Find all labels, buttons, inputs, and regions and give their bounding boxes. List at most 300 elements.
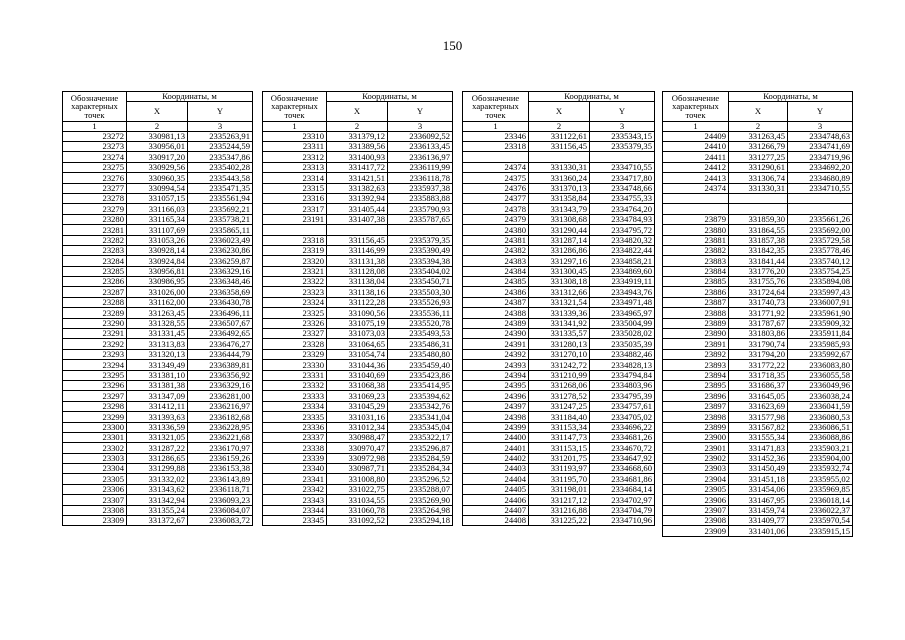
point-id-cell: 23282 xyxy=(63,235,127,245)
point-id-cell: 23325 xyxy=(263,308,327,318)
y-coordinate-cell: 2335915,15 xyxy=(788,526,853,536)
y-coordinate-cell: 2336329,16 xyxy=(188,380,253,390)
y-coordinate-cell: 2335778,46 xyxy=(788,245,853,255)
point-id-cell: 24395 xyxy=(463,380,529,390)
x-coordinate-cell: 331771,92 xyxy=(729,308,788,318)
table-row xyxy=(663,339,853,349)
table-row xyxy=(663,193,853,203)
y-coordinate-cell: 2335296,52 xyxy=(388,474,453,484)
point-id-cell: 23310 xyxy=(263,131,327,141)
point-id-cell: 23903 xyxy=(663,464,729,474)
x-coordinate-cell: 331165,34 xyxy=(127,214,188,224)
x-coordinate-cell: 331040,69 xyxy=(327,370,388,380)
x-coordinate-cell: 331287,22 xyxy=(127,443,188,453)
point-id-cell: 24404 xyxy=(463,474,529,484)
point-id-cell: 23315 xyxy=(263,183,327,193)
y-coordinate-cell: 2336348,46 xyxy=(188,277,253,287)
header-col-1: 1 xyxy=(63,122,127,132)
y-coordinate-cell: 2334684,14 xyxy=(590,484,655,494)
x-coordinate-cell: 331268,06 xyxy=(529,380,590,390)
table-row xyxy=(663,245,853,255)
x-coordinate-cell: 331772,22 xyxy=(729,360,788,370)
point-id-cell xyxy=(463,152,529,162)
x-coordinate-cell: 331193,97 xyxy=(529,464,590,474)
table-row xyxy=(263,484,453,494)
point-id-cell: 23889 xyxy=(663,318,729,328)
point-id-cell: 23902 xyxy=(663,453,729,463)
table-header xyxy=(663,92,853,132)
y-coordinate-cell: 2335288,07 xyxy=(388,484,453,494)
table-row xyxy=(263,193,453,203)
y-coordinate-cell: 2334795,39 xyxy=(590,391,655,401)
point-id-cell: 23275 xyxy=(63,162,127,172)
x-coordinate-cell: 331452,36 xyxy=(729,453,788,463)
table-row xyxy=(263,245,453,255)
x-coordinate-cell: 331379,12 xyxy=(327,131,388,141)
table-row xyxy=(463,225,655,235)
point-id-cell: 24387 xyxy=(463,297,529,307)
table-row xyxy=(663,453,853,463)
y-coordinate-cell: 2335787,65 xyxy=(388,214,453,224)
x-coordinate-cell: 331069,23 xyxy=(327,391,388,401)
y-coordinate-cell: 2334748,63 xyxy=(788,131,853,141)
x-coordinate-cell: 331864,55 xyxy=(729,225,788,235)
point-id-cell: 23893 xyxy=(663,360,729,370)
y-coordinate-cell: 2335379,35 xyxy=(388,235,453,245)
x-coordinate-cell: 330960,35 xyxy=(127,173,188,183)
x-coordinate-cell: 331022,75 xyxy=(327,484,388,494)
table-row xyxy=(263,162,453,172)
x-coordinate-cell: 331210,99 xyxy=(529,370,590,380)
point-id-cell: 23283 xyxy=(63,245,127,255)
coordinates-tables xyxy=(0,91,905,581)
x-coordinate-cell: 331216,88 xyxy=(529,505,590,515)
point-id-cell: 24382 xyxy=(463,245,529,255)
y-coordinate-cell: 2336170,97 xyxy=(188,443,253,453)
table-row xyxy=(663,287,853,297)
point-id-cell: 23332 xyxy=(263,380,327,390)
table-row xyxy=(263,453,453,463)
table-row xyxy=(63,214,253,224)
y-coordinate-cell: 2335692,00 xyxy=(788,225,853,235)
y-coordinate-cell: 2335423,86 xyxy=(388,370,453,380)
x-coordinate-cell: 331381,38 xyxy=(127,380,188,390)
x-coordinate-cell: 331044,36 xyxy=(327,360,388,370)
point-id-cell: 23320 xyxy=(263,256,327,266)
y-coordinate-cell: 2334748,66 xyxy=(590,183,655,193)
table-row xyxy=(263,339,453,349)
x-coordinate-cell: 331320,13 xyxy=(127,349,188,359)
point-id-cell: 23896 xyxy=(663,391,729,401)
y-coordinate-cell: 2336007,91 xyxy=(788,297,853,307)
point-id-cell: 23344 xyxy=(263,505,327,515)
x-coordinate-cell: 331092,52 xyxy=(327,516,388,526)
x-coordinate-cell: 331153,15 xyxy=(529,443,590,453)
table-row xyxy=(663,370,853,380)
y-coordinate-cell: 2335894,08 xyxy=(788,277,853,287)
y-coordinate-cell: 2334717,80 xyxy=(590,173,655,183)
point-id-cell: 23286 xyxy=(63,277,127,287)
point-id-cell: 23302 xyxy=(63,443,127,453)
header-point-label: Обозначение характерных точек xyxy=(263,92,327,122)
table-row xyxy=(663,308,853,318)
x-coordinate-cell: 331842,35 xyxy=(729,245,788,255)
table-row xyxy=(463,204,655,214)
header-col-2: 2 xyxy=(729,122,788,132)
point-id-cell: 23294 xyxy=(63,360,127,370)
point-id-cell: 23887 xyxy=(663,297,729,307)
x-coordinate-cell: 331299,88 xyxy=(127,464,188,474)
x-coordinate-cell: 331740,73 xyxy=(729,297,788,307)
table-row xyxy=(663,225,853,235)
y-coordinate-cell: 2335985,93 xyxy=(788,339,853,349)
x-coordinate-cell: 331054,74 xyxy=(327,349,388,359)
y-coordinate-cell: 2334670,72 xyxy=(590,443,655,453)
coordinate-table-2 xyxy=(262,91,453,526)
x-coordinate-cell: 331286,86 xyxy=(529,245,590,255)
point-id-cell: 24409 xyxy=(663,131,729,141)
table-row xyxy=(463,432,655,442)
y-coordinate-cell: 2335729,58 xyxy=(788,235,853,245)
x-coordinate-cell: 331343,79 xyxy=(529,204,590,214)
y-coordinate-cell: 2334869,60 xyxy=(590,266,655,276)
x-coordinate-cell: 331131,38 xyxy=(327,256,388,266)
x-coordinate-cell: 331349,49 xyxy=(127,360,188,370)
y-coordinate-cell: 2335414,95 xyxy=(388,380,453,390)
x-coordinate-cell: 331401,06 xyxy=(729,526,788,536)
point-id-cell: 23289 xyxy=(63,308,127,318)
y-coordinate-cell: 2335937,38 xyxy=(388,183,453,193)
x-coordinate-cell: 331266,79 xyxy=(729,141,788,151)
table-row xyxy=(463,349,655,359)
y-coordinate-cell: 2335561,94 xyxy=(188,193,253,203)
table-row xyxy=(663,349,853,359)
table-row xyxy=(463,464,655,474)
point-id-cell: 24402 xyxy=(463,453,529,463)
x-coordinate-cell: 331342,94 xyxy=(127,495,188,505)
point-id-cell: 23276 xyxy=(63,173,127,183)
table-row xyxy=(663,495,853,505)
table-row xyxy=(463,453,655,463)
header-x: X xyxy=(127,102,188,122)
header-point-label: Обозначение характерных точек xyxy=(63,92,127,122)
x-coordinate-cell: 331107,69 xyxy=(127,225,188,235)
x-coordinate-cell: 330970,47 xyxy=(327,443,388,453)
y-coordinate-cell: 2335284,59 xyxy=(388,453,453,463)
point-id-cell: 23321 xyxy=(263,266,327,276)
y-coordinate-cell: 2334828,13 xyxy=(590,360,655,370)
table-row xyxy=(463,484,655,494)
x-coordinate-cell: 331122,61 xyxy=(529,131,590,141)
table-row xyxy=(263,152,453,162)
x-coordinate-cell: 330924,84 xyxy=(127,256,188,266)
x-coordinate-cell: 331075,19 xyxy=(327,318,388,328)
point-id-cell: 23274 xyxy=(63,152,127,162)
point-id-cell: 24378 xyxy=(463,204,529,214)
y-coordinate-cell: 2334710,55 xyxy=(590,162,655,172)
x-coordinate-cell: 331790,74 xyxy=(729,339,788,349)
y-coordinate-cell: 2334705,02 xyxy=(590,412,655,422)
table-row xyxy=(463,235,655,245)
point-id-cell: 24383 xyxy=(463,256,529,266)
table-row xyxy=(263,422,453,432)
point-id-cell: 23278 xyxy=(63,193,127,203)
point-id-cell: 23879 xyxy=(663,214,729,224)
point-id-cell: 23901 xyxy=(663,443,729,453)
x-coordinate-cell: 331335,57 xyxy=(529,329,590,339)
y-coordinate-cell: 2336118,71 xyxy=(188,484,253,494)
y-coordinate-cell: 2336216,97 xyxy=(188,401,253,411)
x-coordinate-cell: 331332,02 xyxy=(127,474,188,484)
table-row xyxy=(63,277,253,287)
y-coordinate-cell: 2334696,22 xyxy=(590,422,655,432)
table-row xyxy=(663,235,853,245)
y-coordinate-cell: 2336018,14 xyxy=(788,495,853,505)
x-coordinate-cell: 331360,24 xyxy=(529,173,590,183)
table-row xyxy=(63,349,253,359)
table-row xyxy=(263,391,453,401)
point-id-cell: 23885 xyxy=(663,277,729,287)
table-row xyxy=(463,287,655,297)
point-id-cell: 23295 xyxy=(63,370,127,380)
y-coordinate-cell: 2335402,28 xyxy=(188,162,253,172)
point-id-cell: 23339 xyxy=(263,453,327,463)
point-id-cell: 24392 xyxy=(463,349,529,359)
point-id-cell: 23312 xyxy=(263,152,327,162)
point-id-cell: 23909 xyxy=(663,526,729,536)
y-coordinate-cell: 2336228,95 xyxy=(188,422,253,432)
y-coordinate-cell: 2336389,81 xyxy=(188,360,253,370)
header-col-3: 3 xyxy=(788,122,853,132)
x-coordinate-cell xyxy=(729,204,788,214)
y-coordinate-cell: 2334919,11 xyxy=(590,277,655,287)
y-coordinate-cell: 2334702,97 xyxy=(590,495,655,505)
header-point-label: Обозначение характерных точек xyxy=(463,92,529,122)
table-row xyxy=(63,505,253,515)
table-row xyxy=(63,204,253,214)
table-row xyxy=(463,266,655,276)
point-id-cell: 23908 xyxy=(663,516,729,526)
x-coordinate-cell: 331382,63 xyxy=(327,183,388,193)
x-coordinate-cell: 331312,66 xyxy=(529,287,590,297)
header-y: Y xyxy=(188,102,253,122)
point-id-cell: 23300 xyxy=(63,422,127,432)
x-coordinate-cell: 331577,98 xyxy=(729,412,788,422)
table-row xyxy=(663,380,853,390)
y-coordinate-cell: 2336358,69 xyxy=(188,287,253,297)
y-coordinate-cell: 2334971,48 xyxy=(590,297,655,307)
x-coordinate-cell: 331412,11 xyxy=(127,401,188,411)
x-coordinate-cell: 331242,72 xyxy=(529,360,590,370)
y-coordinate-cell: 2336496,11 xyxy=(188,308,253,318)
y-coordinate-cell: 2335294,18 xyxy=(388,516,453,526)
point-id-cell: 23322 xyxy=(263,277,327,287)
x-coordinate-cell: 331321,05 xyxy=(127,432,188,442)
table-row xyxy=(263,464,453,474)
x-coordinate-cell: 331122,28 xyxy=(327,297,388,307)
x-coordinate-cell: 331341,92 xyxy=(529,318,590,328)
header-y: Y xyxy=(388,102,453,122)
y-coordinate-cell: 2334822,44 xyxy=(590,245,655,255)
table-row xyxy=(263,360,453,370)
table-row xyxy=(463,370,655,380)
x-coordinate-cell: 331794,20 xyxy=(729,349,788,359)
y-coordinate-cell: 2335343,15 xyxy=(590,131,655,141)
point-id-cell xyxy=(663,193,729,203)
x-coordinate-cell: 331372,67 xyxy=(127,516,188,526)
y-coordinate-cell: 2334965,97 xyxy=(590,308,655,318)
point-id-cell: 24381 xyxy=(463,235,529,245)
header-col-3: 3 xyxy=(388,122,453,132)
header-col-3: 3 xyxy=(590,122,655,132)
y-coordinate-cell: 2334755,33 xyxy=(590,193,655,203)
x-coordinate-cell: 331450,49 xyxy=(729,464,788,474)
point-id-cell: 23309 xyxy=(63,516,127,526)
table-row xyxy=(463,173,655,183)
x-coordinate-cell: 331277,25 xyxy=(729,152,788,162)
x-coordinate-cell: 331012,34 xyxy=(327,422,388,432)
table-row xyxy=(663,391,853,401)
y-coordinate-cell: 2335244,59 xyxy=(188,141,253,151)
x-coordinate-cell: 331358,84 xyxy=(529,193,590,203)
x-coordinate-cell: 331859,30 xyxy=(729,214,788,224)
table-row xyxy=(263,225,453,235)
x-coordinate-cell: 331247,25 xyxy=(529,401,590,411)
point-id-cell: 24403 xyxy=(463,464,529,474)
y-coordinate-cell: 2335322,17 xyxy=(388,432,453,442)
x-coordinate-cell: 331459,74 xyxy=(729,505,788,515)
y-coordinate-cell: 2335028,02 xyxy=(590,329,655,339)
point-id-cell: 23299 xyxy=(63,412,127,422)
coordinate-table-4 xyxy=(662,91,853,537)
point-id-cell: 23281 xyxy=(63,225,127,235)
table-row xyxy=(663,183,853,193)
point-id-cell: 23305 xyxy=(63,474,127,484)
y-coordinate-cell: 2336080,53 xyxy=(788,412,853,422)
x-coordinate-cell: 331184,40 xyxy=(529,412,590,422)
point-id-cell: 23311 xyxy=(263,141,327,151)
point-id-cell: 24386 xyxy=(463,287,529,297)
point-id-cell: 24398 xyxy=(463,412,529,422)
table-row xyxy=(263,370,453,380)
y-coordinate-cell: 2335738,21 xyxy=(188,214,253,224)
y-coordinate-cell: 2334757,61 xyxy=(590,401,655,411)
y-coordinate-cell: 2335955,02 xyxy=(788,474,853,484)
x-coordinate-cell: 331417,72 xyxy=(327,162,388,172)
y-coordinate-cell: 2336086,51 xyxy=(788,422,853,432)
x-coordinate-cell: 331370,13 xyxy=(529,183,590,193)
point-id-cell: 24399 xyxy=(463,422,529,432)
point-id-cell: 24379 xyxy=(463,214,529,224)
y-coordinate-cell: 2334858,21 xyxy=(590,256,655,266)
point-id-cell: 24401 xyxy=(463,443,529,453)
table-row xyxy=(63,183,253,193)
x-coordinate-cell: 331278,52 xyxy=(529,391,590,401)
x-coordinate-cell: 330929,56 xyxy=(127,162,188,172)
point-id-cell: 23335 xyxy=(263,412,327,422)
table-row xyxy=(263,495,453,505)
table-row xyxy=(63,318,253,328)
x-coordinate-cell: 331090,56 xyxy=(327,308,388,318)
point-id-cell: 23277 xyxy=(63,183,127,193)
y-coordinate-cell: 2336281,00 xyxy=(188,391,253,401)
y-coordinate-cell: 2336093,23 xyxy=(188,495,253,505)
point-id-cell: 23279 xyxy=(63,204,127,214)
header-col-1: 1 xyxy=(463,122,529,132)
point-id-cell: 23326 xyxy=(263,318,327,328)
point-id-cell: 24390 xyxy=(463,329,529,339)
table-row xyxy=(663,131,853,141)
point-id-cell: 23899 xyxy=(663,422,729,432)
x-coordinate-cell: 331146,99 xyxy=(327,245,388,255)
point-id-cell: 23881 xyxy=(663,235,729,245)
table-row xyxy=(263,297,453,307)
y-coordinate-cell: 2335341,04 xyxy=(388,412,453,422)
x-coordinate-cell: 331057,15 xyxy=(127,193,188,203)
x-coordinate-cell: 331400,93 xyxy=(327,152,388,162)
point-id-cell: 23336 xyxy=(263,422,327,432)
point-id-cell: 23907 xyxy=(663,505,729,515)
x-coordinate-cell: 330981,13 xyxy=(127,131,188,141)
y-coordinate-cell: 2335004,99 xyxy=(590,318,655,328)
table-row xyxy=(463,329,655,339)
header-x: X xyxy=(327,102,388,122)
page-number: 150 xyxy=(442,38,463,53)
y-coordinate-cell: 2335740,12 xyxy=(788,256,853,266)
y-coordinate-cell: 2336041,59 xyxy=(788,401,853,411)
table-row xyxy=(63,225,253,235)
point-id-cell: 23297 xyxy=(63,391,127,401)
x-coordinate-cell: 331300,45 xyxy=(529,266,590,276)
table-row xyxy=(263,380,453,390)
table-row xyxy=(663,141,853,151)
point-id-cell: 24396 xyxy=(463,391,529,401)
x-coordinate-cell: 331225,22 xyxy=(529,516,590,526)
y-coordinate-cell: 2336136,97 xyxy=(388,152,453,162)
x-coordinate-cell: 331153,34 xyxy=(529,422,590,432)
table-row xyxy=(63,162,253,172)
point-id-cell: 23288 xyxy=(63,297,127,307)
y-coordinate-cell: 2335997,43 xyxy=(788,287,853,297)
point-id-cell: 23884 xyxy=(663,266,729,276)
table-row xyxy=(463,193,655,203)
y-coordinate-cell: 2335536,11 xyxy=(388,308,453,318)
x-coordinate-cell: 330994,54 xyxy=(127,183,188,193)
table-row xyxy=(463,516,655,526)
point-id-cell: 24388 xyxy=(463,308,529,318)
x-coordinate-cell: 331270,10 xyxy=(529,349,590,359)
header-coords-label: Координаты, м xyxy=(127,92,253,102)
table-row xyxy=(663,474,853,484)
y-coordinate-cell: 2334668,60 xyxy=(590,464,655,474)
table-row xyxy=(463,277,655,287)
x-coordinate-cell: 331308,68 xyxy=(529,214,590,224)
table-row xyxy=(663,412,853,422)
y-coordinate-cell: 2336492,65 xyxy=(188,329,253,339)
point-id-cell: 24374 xyxy=(663,183,729,193)
point-id-cell: 23318 xyxy=(263,235,327,245)
point-id-cell: 23318 xyxy=(463,141,529,151)
y-coordinate-cell: 2336023,49 xyxy=(188,235,253,245)
x-coordinate-cell: 331407,38 xyxy=(327,214,388,224)
y-coordinate-cell: 2335486,31 xyxy=(388,339,453,349)
x-coordinate-cell: 330972,98 xyxy=(327,453,388,463)
y-coordinate-cell: 2336049,96 xyxy=(788,380,853,390)
x-coordinate-cell: 331068,38 xyxy=(327,380,388,390)
table-row xyxy=(263,131,453,141)
y-coordinate-cell: 2334741,69 xyxy=(788,141,853,151)
y-coordinate-cell xyxy=(788,204,853,214)
